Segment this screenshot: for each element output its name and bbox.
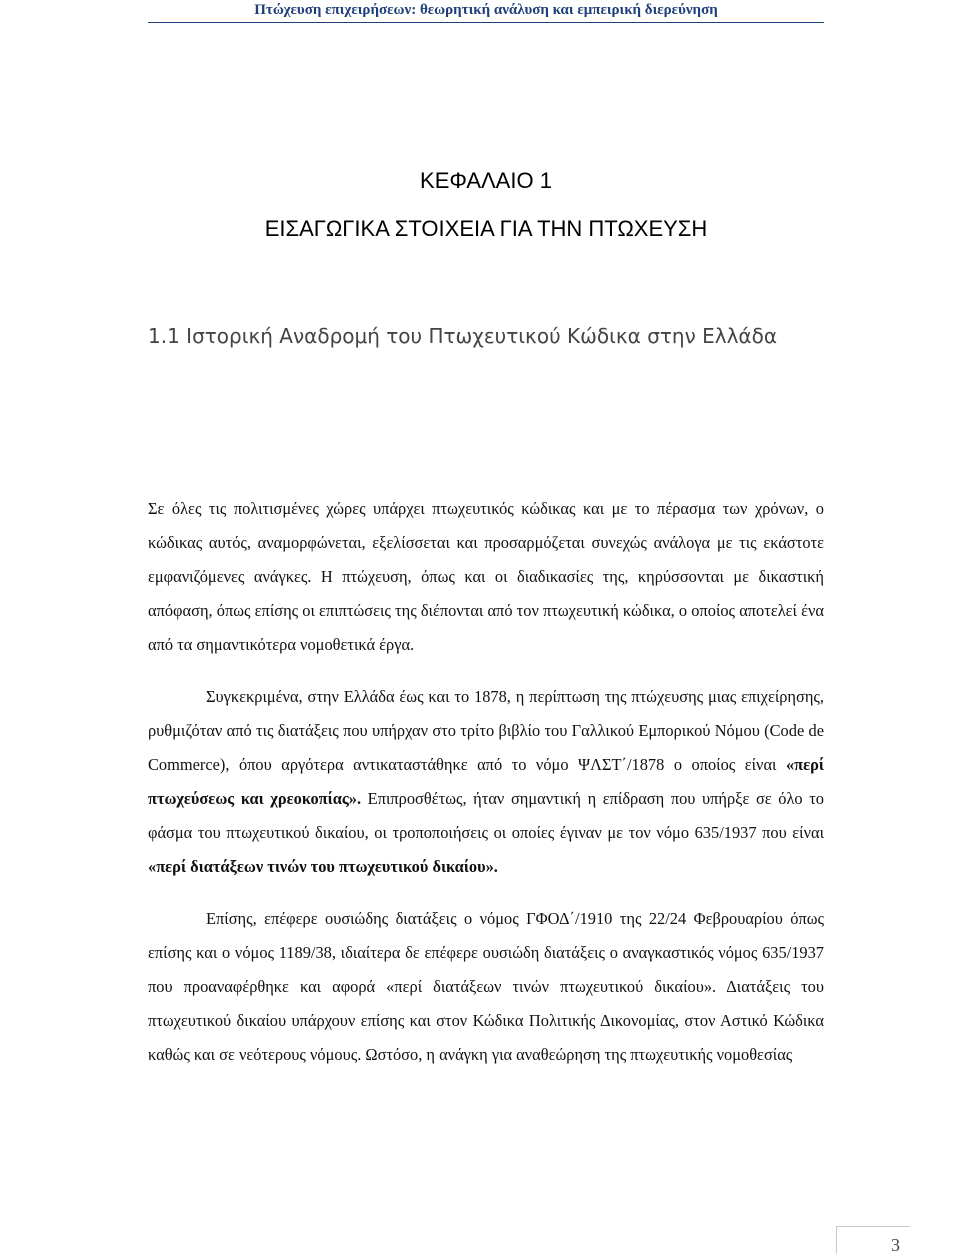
paragraph-1: Σε όλες τις πολιτισμένες χώρες υπάρχει πτωχευτικός κώδικας και με το πέρασμα των χρόνων, ο κώδικας αυτός, αναμορφώνεται, εξελίσσεται και προσαρμόζεται συνεχώς ανάλογα με τις εκάστοτε εμφανιζόμενες ανάγκες. Η πτώχευση, όπως και οι διαδικασίες της, κηρύσσονται με δικαστική απόφαση, όπως επίσης οι επιπτώσεις της διέπονται από τον πτωχευτική κώδικα, ο οποίος αποτελεί ένα από τα σημαντικότερα νομοθετικά έργα. xyxy=(148,499,824,654)
chapter-title: ΕΙΣΑΓΩΓΙΚΑ ΣΤΟΙΧΕΙΑ ΓΙΑ ΤΗΝ ΠΤΩΧΕΥΣΗ xyxy=(264,216,708,241)
paragraph-2-bold-a: «περί πτωχεύσεως και χρεοκοπίας». xyxy=(148,755,824,808)
paragraph-2-text-a: Συγκεκριμένα, στην Ελλάδα έως και το 1878, η περίπτωση της πτώχευσης μιας επιχείρησης, ρυθμιζόταν από τις διατάξεις που υπήρχαν στο τρίτο βιβλίο του Γαλλικού Εμπορικού Νόμου (Code de Commerce), όπου αργότερα αντικαταστάθηκε από το νόμο ΨΛΣΤ΄/1878 ο οποίος είναι xyxy=(148,687,824,774)
paragraph-3: Επίσης, επέφερε ουσιώδης διατάξεις ο νόμος ΓΦΟΔ΄/1910 της 22/24 Φεβρουαρίου όπως επίσης και ο νόμος 1189/38, ιδιαίτερα δε επέφερε ουσιώδη διατάξεις ο αναγκαστικός νόμος 635/1937 που προαναφέρθηκε και αφορά «περί διατάξεων τινών πτωχευτικού δικαίου». Διατάξεις του πτωχευτικού δικαίου υπάρχουν επίσης και στον Κώδικα Πολιτικής Δικονομίας, στον Αστικό Κώδικα καθώς και σε νεότερους νόμους. Ωστόσο, η ανάγκη για αναθεώρηση της πτωχευτικής νομοθεσίας xyxy=(148,909,824,1064)
header-rule xyxy=(148,22,824,23)
page-number: 3 xyxy=(891,1235,900,1255)
page-number-box xyxy=(836,1226,910,1254)
section-heading: 1.1 Ιστορική Αναδρομή του Πτωχευτικού Κώδικα στην Ελλάδα xyxy=(148,324,778,348)
running-header: Πτώχευση επιχειρήσεων: θεωρητική ανάλυση και εμπειρική διερεύνηση xyxy=(254,2,718,18)
body-text xyxy=(148,492,824,1072)
paragraph-2-bold-b: «περί διατάξεων τινών του πτωχευτικού δικαίου». xyxy=(148,857,498,876)
paragraph-2-text-b: Επιπροσθέτως, ήταν σημαντική η επίδραση που υπήρξε σε όλο το φάσμα του πτωχευτικού δικαίου, οι τροποποιήσεις οι οποίες έγιναν με τον νόμο 635/1937 που είναι xyxy=(148,789,825,842)
chapter-number: ΚΕΦΑΛΑΙΟ 1 xyxy=(420,168,552,193)
paragraph-2 xyxy=(148,680,824,884)
